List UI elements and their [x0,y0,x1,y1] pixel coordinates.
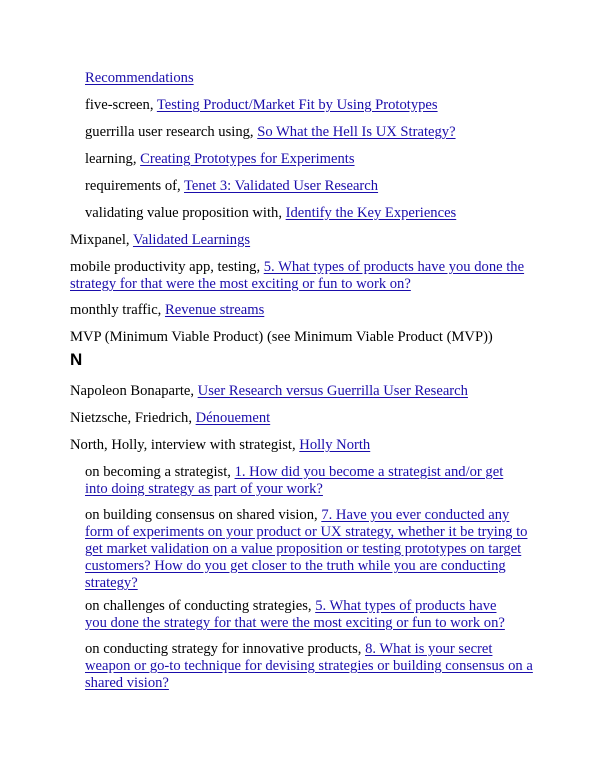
index-entry-validating-value-proposition [85,205,537,222]
entry-link[interactable]: 5. What types of products have you done the strategy for that were the most exciting or fun to work on? [85,598,505,631]
entry-link[interactable]: Recommendations [85,70,194,86]
entry-link[interactable]: 5. What types of products have you done the strategy for that were the most exciting or fun to work on? [70,259,525,292]
entry-text: on challenges of conducting strategies, [85,598,316,614]
index-entry-challenges [85,598,521,632]
entry-link[interactable]: So What the Hell Is UX Strategy? [257,124,456,140]
entry-link[interactable]: Testing Product/Market Fit by Using Prototypes [156,97,438,113]
index-entry-mixpanel [70,232,532,249]
entry-link[interactable]: Creating Prototypes for Experiments [140,151,355,167]
index-entry-guerrilla-user-research [85,124,537,141]
entry-link[interactable]: Dénouement [195,410,271,426]
section-letter: N [70,350,83,369]
index-entry-napoleon [70,383,532,400]
entry-text: learning, [85,151,141,167]
entry-link[interactable]: Revenue streams [164,302,265,318]
index-entry-requirements [85,178,537,195]
index-entry-building-consensus [85,507,533,592]
index-entry-recommendations [85,70,537,87]
entry-text: on conducting strategy for innovative products, [85,641,366,657]
entry-link[interactable]: Tenet 3: Validated User Research [184,178,379,194]
entry-link[interactable]: User Research versus Guerrilla User Research [197,383,468,399]
entry-text: on becoming a strategist, [85,464,235,480]
entry-text: monthly traffic, [70,302,165,318]
entry-text: five-screen, [85,97,157,113]
index-entry-five-screen [85,97,537,114]
entry-link[interactable]: 7. Have you ever conducted any form of experiments on your product or UX strategy, whether it be trying to get market validation on a value proposition or testing prototypes on target customers? How do you get closer to the truth while you are conducting strategy? [85,507,528,591]
index-entry-nietzsche [70,410,532,427]
entry-text: mobile productivity app, testing, [70,259,264,275]
entry-text: MVP (Minimum Viable Product) (see Minimum Viable Product (MVP)) [70,329,493,345]
entry-text: Nietzsche, Friedrich, [70,410,196,426]
entry-text: Napoleon Bonaparte, [70,383,198,399]
entry-link[interactable]: Holly North [299,437,371,453]
index-entry-mobile-productivity-app [70,259,532,293]
entry-text: on building consensus on shared vision, [85,507,322,523]
index-entry-learning [85,151,537,168]
entry-link[interactable]: 1. How did you become a strategist and/or get into doing strategy as part of your work? [85,464,504,497]
index-entry-mvp [70,329,532,346]
entry-link[interactable]: Validated Learnings [132,232,251,248]
entry-link[interactable]: Identify the Key Experiences [285,205,457,221]
entry-text: validating value proposition with, [85,205,286,221]
entry-text: requirements of, [85,178,185,194]
entry-text: North, Holly, interview with strategist, [70,437,300,453]
index-entry-innovative-products [85,641,533,692]
index-entry-north-holly [70,437,532,454]
entry-text: guerrilla user research using, [85,124,258,140]
entry-link[interactable]: 8. What is your secret weapon or go-to technique for devising strategies or building consensus on a shared vision? [85,641,533,691]
index-entry-becoming-strategist [85,464,525,498]
entry-text: Mixpanel, [70,232,133,248]
index-entry-monthly-traffic [70,302,532,319]
